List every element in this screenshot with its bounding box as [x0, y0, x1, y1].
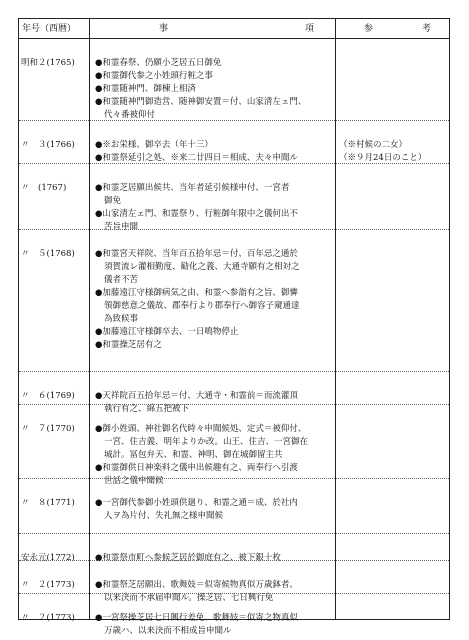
event-cell: [95, 139, 333, 165]
event-line: 為致候事: [104, 314, 139, 324]
event-line: 御免: [104, 196, 122, 206]
event-cell: [95, 552, 333, 565]
row-separator: [19, 371, 449, 372]
event-line: ●和霊祭延引之処、※来二廿四日＝相成、夫々申聞ル: [95, 153, 298, 163]
event-line: 須賀流レ灌相勤度、勧化之義、大通寺願有之相対之: [104, 262, 300, 272]
event-line: ●和霊御代参之小姓頭行粧之事: [95, 71, 213, 81]
event-line: ●和霊操芝居有之: [95, 340, 162, 350]
event-line: ●和霊随神門、御棟上相済: [95, 84, 196, 94]
event-line: 万歳ハ、以来決而不相成旨申聞ル: [104, 626, 232, 636]
event-line: ●加藤遠江守様御卒去、一日鳴物停止: [95, 327, 239, 337]
event-line: ●一宮祭操芝居七日興行差免、歌舞妓＝似寄之物真似: [95, 613, 298, 623]
event-line: 以来決而不承届申聞ル。操芝居、七日興行免: [104, 593, 274, 603]
event-cell: [95, 390, 333, 416]
event-line: ●加藤遠江守様御病気之由、和霊へ参詣有之旨、御憐: [95, 288, 298, 298]
event-cell: [95, 182, 333, 234]
header-event-2: 項: [305, 24, 315, 34]
event-line: ●和霊祭芝居願出、歌舞妓＝似寄候物真似万歳鉢者、: [95, 580, 298, 590]
year-cell: 〃 ５(1768): [21, 249, 75, 259]
header-event-1: 事: [159, 24, 169, 34]
event-line: ●天祥院百五拾年忌＝付、大通寺・和霊前＝而流灌頂: [95, 391, 298, 401]
year-cell: 安永元(1772): [21, 553, 75, 563]
event-line: 苦旨申聞: [104, 222, 139, 232]
event-line: 代々番被仰付: [104, 110, 156, 120]
table-header: [19, 19, 449, 39]
year-cell: 明和２(1765): [21, 58, 75, 68]
row-separator: [19, 478, 449, 479]
event-cell: [95, 57, 333, 122]
event-cell: [95, 579, 333, 605]
row-separator: [19, 163, 449, 164]
chronology-table: [18, 18, 450, 636]
year-cell: 〃 ２(1773): [21, 580, 75, 590]
reference-line: （※村候の二女）: [339, 140, 408, 150]
event-line: ●和霊芝居願出候共、当年者延引候様申付、一宮者: [95, 183, 290, 193]
header-year: 年号（西暦）: [22, 24, 77, 34]
event-line: ●和霊随神門御造営、随神御安置＝付、山家清左ェ門、: [95, 97, 307, 107]
event-cell: [95, 248, 333, 352]
year-cell: 〃 ２(1773): [21, 613, 75, 623]
event-line: 執行有之、綿五把被下: [104, 404, 190, 414]
event-line: ●和霊春祭、仍願小芝居五日御免: [95, 58, 222, 68]
reference-cell: [339, 139, 447, 165]
row-separator: [19, 404, 449, 405]
event-line: 世話之儀申聞候: [104, 476, 164, 486]
row-separator: [19, 533, 449, 534]
row-separator: [19, 229, 449, 230]
year-cell: 〃 ３(1766): [21, 140, 75, 150]
event-cell: [95, 497, 333, 523]
event-line: 儀者不苦: [104, 275, 139, 285]
event-line: ●一宮御代参御小姓頭供廻り、和霊之通＝成、於社内: [95, 498, 298, 508]
row-separator: [19, 560, 449, 561]
event-line: ●山家清左ェ門、和霊祭り、行粧御年限中之儀何出不: [95, 209, 298, 219]
event-line: ●※お栄様、御卒去（年十三）: [95, 140, 213, 150]
divider-year: [89, 19, 90, 619]
year-cell: 〃 ８(1771): [21, 498, 75, 508]
event-line: ●御小姓頭、神社御名代時々申聞候処、定式＝被仰付、: [95, 424, 307, 434]
event-line: 一宮、住吉義、明年よりか改。山王、住吉、一宮御在: [104, 437, 309, 447]
year-cell: 〃 ７(1770): [21, 424, 75, 434]
event-line: 領御慈意之儀故、郡奉行より郡奉行へ御容子窺通達: [104, 301, 300, 311]
event-line: 城計。冨包弁天、和霊、神明、御在城御留主共: [104, 450, 283, 460]
row-separator: [19, 593, 449, 594]
header-ref-1: 参: [364, 24, 374, 34]
year-cell: 〃 ６(1769): [21, 391, 75, 401]
event-line: ●和霊御供日神楽料之儀申出候趣有之、両奉行へ引渡: [95, 463, 298, 473]
divider-ref: [335, 19, 336, 619]
year-cell: 〃 (1767): [21, 183, 67, 193]
event-line: ●和霊祭市町へ参候芝居於御庭有之、被下銀十枚: [95, 553, 281, 563]
header-ref-2: 考: [422, 24, 432, 34]
event-line: 人ヲ為片付、失礼無之様申聞候: [104, 511, 224, 521]
event-cell: [95, 612, 333, 638]
event-line: ●和霊宮天祥院、当年百五拾年忌＝付、百年忌之通於: [95, 249, 298, 259]
reference-line: （※９月24日のこと）: [339, 153, 427, 163]
row-separator: [19, 120, 449, 121]
